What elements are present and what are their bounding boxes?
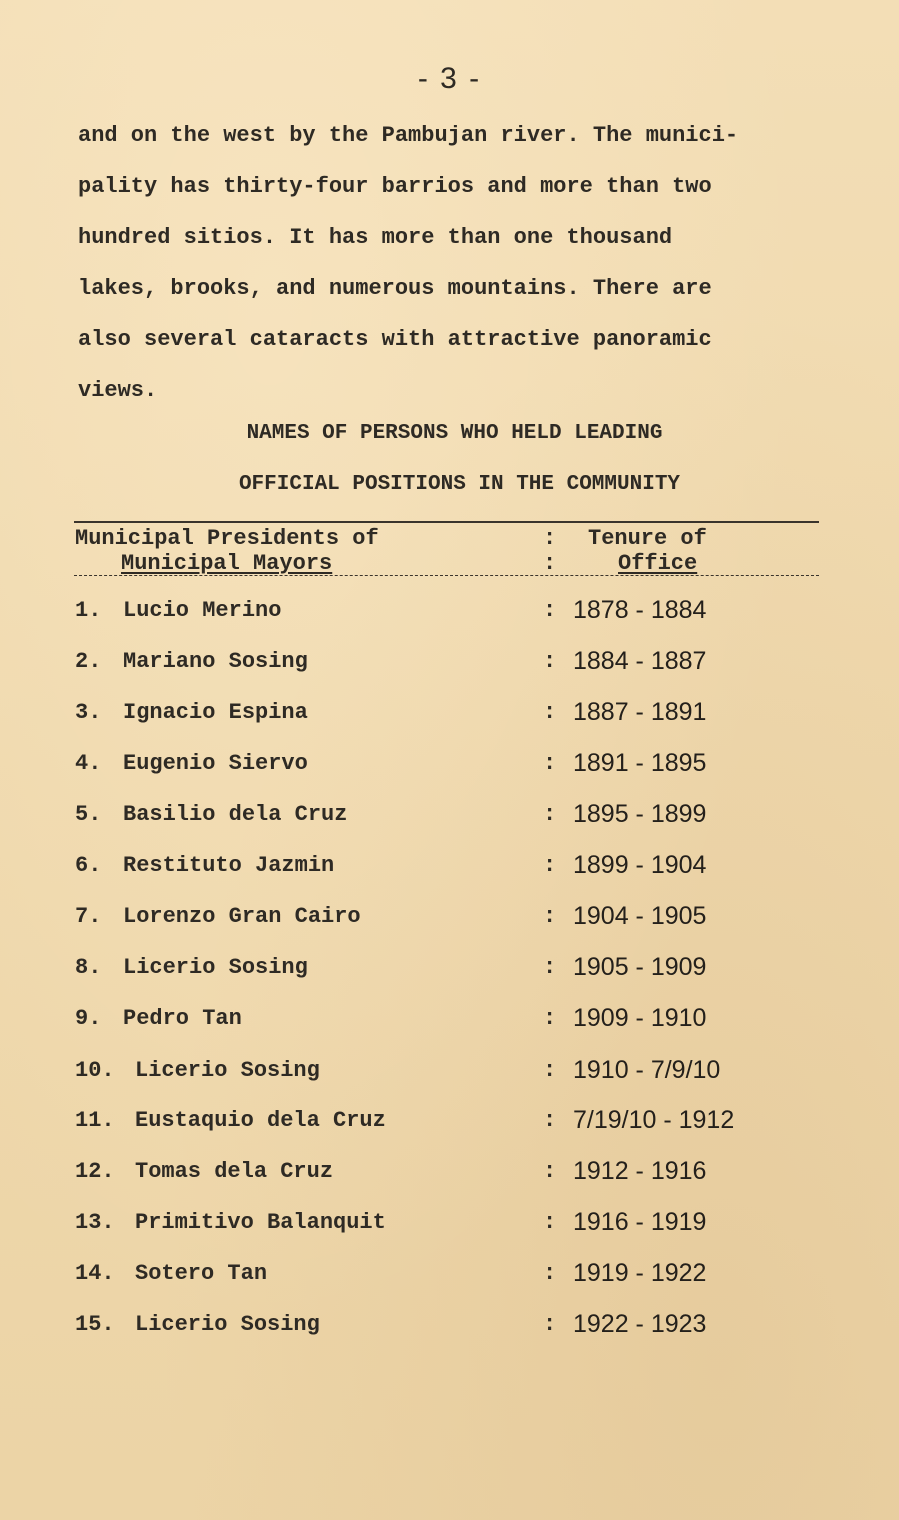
- row-colon: :: [543, 700, 557, 725]
- table-row: [75, 1261, 835, 1301]
- column-header-tenure-line2: Office: [618, 551, 698, 576]
- paragraph-line: and on the west by the Pambujan river. The munici-: [78, 123, 739, 148]
- paragraph-line: views.: [78, 378, 158, 403]
- tenure-value: 1899 - 1904: [573, 851, 707, 879]
- row-colon: :: [543, 955, 557, 980]
- row-colon: :: [543, 1108, 557, 1133]
- row-number: 1.: [75, 598, 102, 623]
- table-row: [75, 1058, 835, 1098]
- table-row: [75, 700, 835, 740]
- tenure-value: 1909 - 1910: [573, 1004, 707, 1032]
- official-name: Restituto Jazmin: [123, 853, 335, 878]
- column-header-officials-line2: Municipal Mayors: [121, 551, 333, 576]
- table-row: [75, 904, 835, 944]
- table-row: [75, 1312, 835, 1352]
- tenure-value: 1910 - 7/9/10: [573, 1056, 721, 1084]
- table-top-rule: [74, 521, 819, 523]
- row-colon: :: [543, 1312, 557, 1337]
- row-number: 5.: [75, 802, 102, 827]
- row-number: 4.: [75, 751, 102, 776]
- tenure-value: 1904 - 1905: [573, 902, 707, 930]
- row-number: 12.: [75, 1159, 115, 1184]
- official-name: Pedro Tan: [123, 1006, 242, 1031]
- official-name: Lucio Merino: [123, 598, 282, 623]
- row-number: 14.: [75, 1261, 115, 1286]
- table-row: [75, 853, 835, 893]
- official-name: Licerio Sosing: [135, 1312, 320, 1337]
- tenure-value: 1891 - 1895: [573, 749, 707, 777]
- tenure-value: 1895 - 1899: [573, 800, 707, 828]
- tenure-value: 1887 - 1891: [573, 698, 707, 726]
- row-colon: :: [543, 853, 557, 878]
- table-row: [75, 1006, 835, 1046]
- column-header-colon: [543, 526, 556, 576]
- official-name: Sotero Tan: [135, 1261, 268, 1286]
- row-colon: :: [543, 1058, 557, 1083]
- row-number: 13.: [75, 1210, 115, 1235]
- official-name: Primitivo Balanquit: [135, 1210, 386, 1235]
- official-name: Lorenzo Gran Cairo: [123, 904, 361, 929]
- row-number: 3.: [75, 700, 102, 725]
- row-colon: :: [543, 904, 557, 929]
- row-colon: :: [543, 1210, 557, 1235]
- official-name: Tomas dela Cruz: [135, 1159, 334, 1184]
- row-colon: :: [543, 802, 557, 827]
- official-name: Ignacio Espina: [123, 700, 308, 725]
- row-colon: :: [543, 1261, 557, 1286]
- official-name: Licerio Sosing: [123, 955, 308, 980]
- row-colon: :: [543, 598, 557, 623]
- paragraph-line: hundred sitios. It has more than one thousand: [78, 225, 673, 250]
- header-colon: :: [543, 526, 557, 551]
- row-number: 7.: [75, 904, 102, 929]
- row-number: 9.: [75, 1006, 102, 1031]
- tenure-value: 1919 - 1922: [573, 1259, 707, 1287]
- tenure-value: 1884 - 1887: [573, 647, 707, 675]
- row-number: 6.: [75, 853, 102, 878]
- tenure-value: 7/19/10 - 1912: [573, 1106, 735, 1134]
- table-row: [75, 1108, 835, 1148]
- table-row: [75, 955, 835, 995]
- row-number: 2.: [75, 649, 102, 674]
- paragraph-line: pality has thirty-four barrios and more than two: [78, 174, 712, 199]
- tenure-value: 1912 - 1916: [573, 1157, 707, 1185]
- table-header-bottom-rule: [74, 575, 819, 576]
- row-number: 11.: [75, 1108, 115, 1133]
- row-colon: :: [543, 1006, 557, 1031]
- tenure-value: 1905 - 1909: [573, 953, 707, 981]
- official-name: Licerio Sosing: [135, 1058, 320, 1083]
- table-row: [75, 751, 835, 791]
- row-number: 8.: [75, 955, 102, 980]
- official-name: Basilio dela Cruz: [123, 802, 348, 827]
- row-number: 15.: [75, 1312, 115, 1337]
- paragraph-line: lakes, brooks, and numerous mountains. There are: [78, 276, 712, 301]
- column-header-officials: [75, 526, 379, 576]
- official-name: Eugenio Siervo: [123, 751, 308, 776]
- row-colon: :: [543, 649, 557, 674]
- section-heading-line2: OFFICIAL POSITIONS IN THE COMMUNITY: [238, 473, 681, 496]
- paragraph-line: also several cataracts with attractive panoramic: [78, 327, 712, 352]
- table-row: [75, 649, 835, 689]
- table-row: [75, 1159, 835, 1199]
- tenure-value: 1878 - 1884: [573, 596, 707, 624]
- column-header-tenure: [588, 526, 707, 576]
- section-heading-line1: NAMES OF PERSONS WHO HELD LEADING: [246, 422, 663, 445]
- row-number: 10.: [75, 1058, 115, 1083]
- header-colon: :: [543, 551, 557, 576]
- row-colon: :: [543, 1159, 557, 1184]
- table-row: [75, 802, 835, 842]
- column-header-tenure-line1: Tenure of: [588, 526, 707, 551]
- row-colon: :: [543, 751, 557, 776]
- page-number: - 3 -: [417, 62, 482, 95]
- official-name: Mariano Sosing: [123, 649, 308, 674]
- column-header-officials-line1: Municipal Presidents of: [75, 526, 379, 551]
- tenure-value: 1922 - 1923: [573, 1310, 707, 1338]
- table-row: [75, 1210, 835, 1250]
- body-paragraph: [78, 110, 858, 416]
- official-name: Eustaquio dela Cruz: [135, 1108, 386, 1133]
- table-row: [75, 598, 835, 638]
- tenure-value: 1916 - 1919: [573, 1208, 707, 1236]
